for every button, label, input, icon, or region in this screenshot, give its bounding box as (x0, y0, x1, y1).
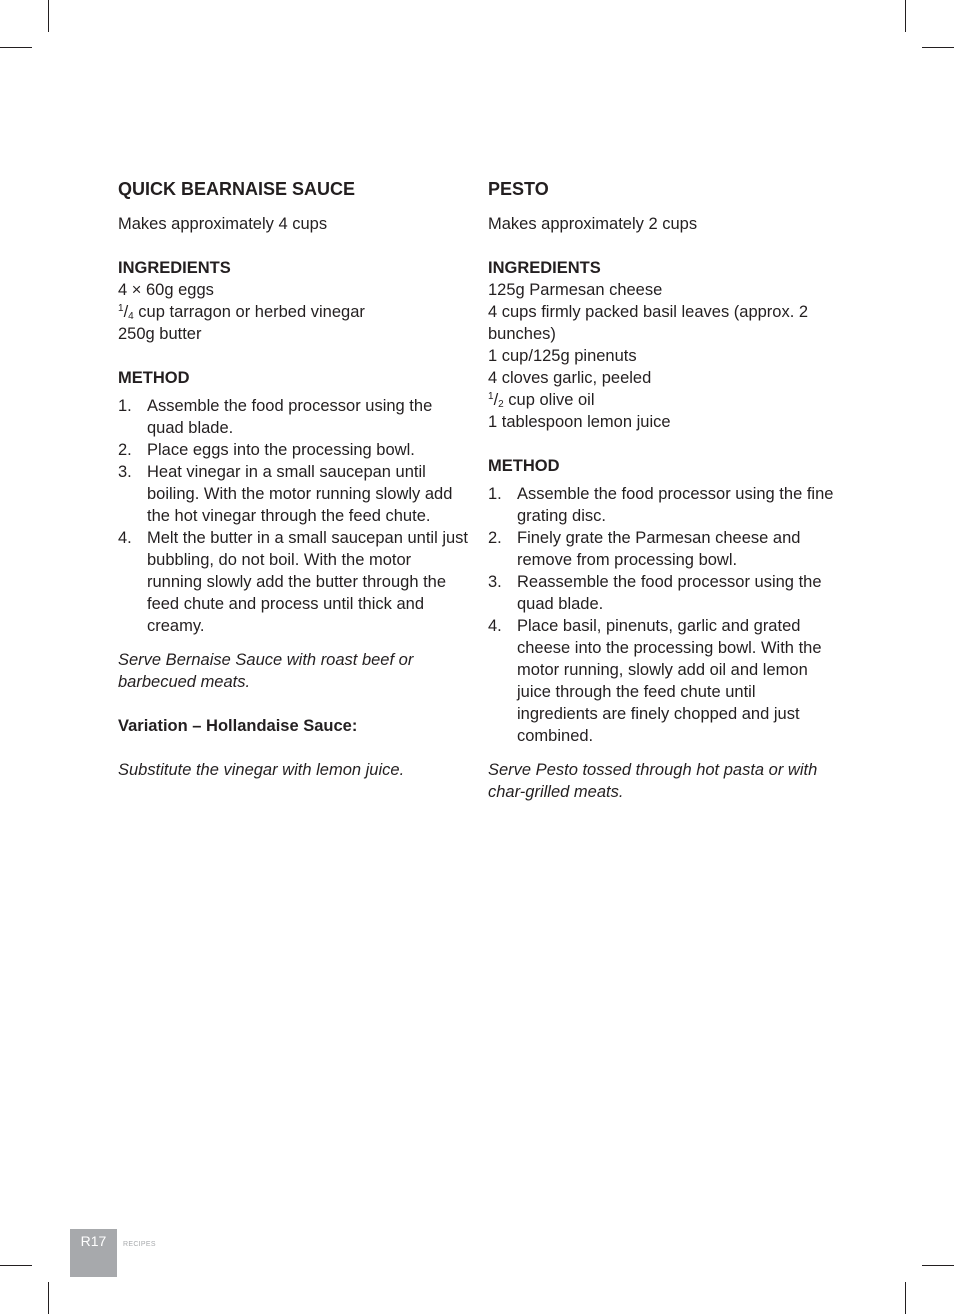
serving-suggestion: Serve Pesto tossed through hot pasta or with char-grilled meats. (488, 761, 818, 801)
crop-mark (922, 1265, 954, 1266)
ingredient-lemon: 1 tablespoon lemon juice (488, 413, 671, 431)
ingredients-heading: INGREDIENTS (118, 259, 231, 277)
method-heading: METHOD (488, 457, 560, 475)
ingredient-oil: $^1/_2$ cup olive oil (488, 391, 595, 410)
method-step (488, 483, 838, 527)
ingredients-heading: INGREDIENTS (488, 259, 601, 277)
method-heading: METHOD (118, 369, 190, 387)
step-number: 4. (118, 529, 132, 547)
step-number: 3. (488, 573, 502, 591)
step-text: Assemble the food processor using the fine grating disc. (517, 485, 834, 525)
crop-mark (48, 1282, 49, 1314)
method-step (118, 527, 468, 637)
step-text: Heat vinegar in a small saucepan until boiling. With the motor running slowly add the hot vinegar through the feed chute. (147, 463, 453, 525)
variation-title: Variation – Hollandaise Sauce: (118, 717, 358, 735)
fraction-denominator: 2 (498, 399, 504, 410)
recipe-yield: Makes approximately 4 cups (118, 215, 328, 233)
step-number: 2. (118, 441, 132, 459)
step-text: Place basil, pinenuts, garlic and grated cheese into the processing bowl. With the motor running, slowly add oil and lemon juice through the feed chute until ingredients are finely chopped and just combined. (517, 617, 822, 745)
method-steps (118, 395, 468, 637)
fraction-numerator: 1 (118, 303, 124, 314)
recipe-title: PESTO (488, 179, 549, 199)
crop-mark (0, 1265, 32, 1266)
ingredient-pinenuts: 1 cup/125g pinenuts (488, 347, 637, 365)
ingredient-butter: 250g butter (118, 325, 202, 343)
recipe-title: QUICK BEARNAISE SAUCE (118, 179, 356, 199)
crop-mark (0, 47, 32, 48)
step-number: 2. (488, 529, 502, 547)
step-text: Place eggs into the processing bowl. (147, 441, 415, 459)
method-step (118, 461, 468, 527)
method-step (118, 439, 468, 461)
fraction-denominator: 4 (128, 311, 134, 322)
step-text: Reassemble the food processor using the quad blade. (517, 573, 822, 613)
crop-mark (48, 0, 49, 32)
step-number: 1. (118, 397, 132, 415)
method-step (488, 527, 838, 571)
recipe-pesto (488, 178, 838, 803)
ingredient-oil-text: cup olive oil (503, 391, 595, 409)
ingredient-eggs: 4 × 60g eggs (118, 281, 214, 299)
variation-text: Substitute the vinegar with lemon juice. (118, 761, 405, 779)
ingredients-list (118, 257, 468, 345)
crop-mark (922, 47, 954, 48)
ingredient-vinegar: $^1/_4$ cup tarragon or herbed vinegar (118, 303, 365, 322)
recipe-yield: Makes approximately 2 cups (488, 215, 698, 233)
fraction-numerator: 1 (488, 391, 494, 402)
ingredient-parmesan: 125g Parmesan cheese (488, 281, 663, 299)
step-text: Melt the butter in a small saucepan until just bubbling, do not boil. With the motor running slowly add the butter through the feed chute and process until thick and creamy. (147, 529, 469, 635)
step-number: 4. (488, 617, 502, 635)
step-number: 1. (488, 485, 502, 503)
serving-suggestion: Serve Bernaise Sauce with roast beef or barbecued meats. (118, 651, 414, 691)
method-step (488, 571, 838, 615)
section-label: RECIPES (123, 1241, 156, 1248)
crop-mark (905, 1282, 906, 1314)
step-text: Finely grate the Parmesan cheese and remove from processing bowl. (517, 529, 801, 569)
method-step (118, 395, 468, 439)
page-number-tab (70, 1229, 117, 1277)
step-text: Assemble the food processor using the quad blade. (147, 397, 433, 437)
page-number: R17 (80, 1233, 107, 1249)
ingredient-basil: 4 cups firmly packed basil leaves (approx. 2 bunches) (488, 303, 809, 343)
step-number: 3. (118, 463, 132, 481)
method-steps (488, 483, 838, 747)
ingredient-vinegar-text: cup tarragon or herbed vinegar (133, 303, 365, 321)
crop-mark (905, 0, 906, 32)
ingredients-list (488, 257, 838, 433)
ingredient-garlic: 4 cloves garlic, peeled (488, 369, 652, 387)
recipe-bearnaise (118, 178, 468, 781)
method-step (488, 615, 838, 747)
